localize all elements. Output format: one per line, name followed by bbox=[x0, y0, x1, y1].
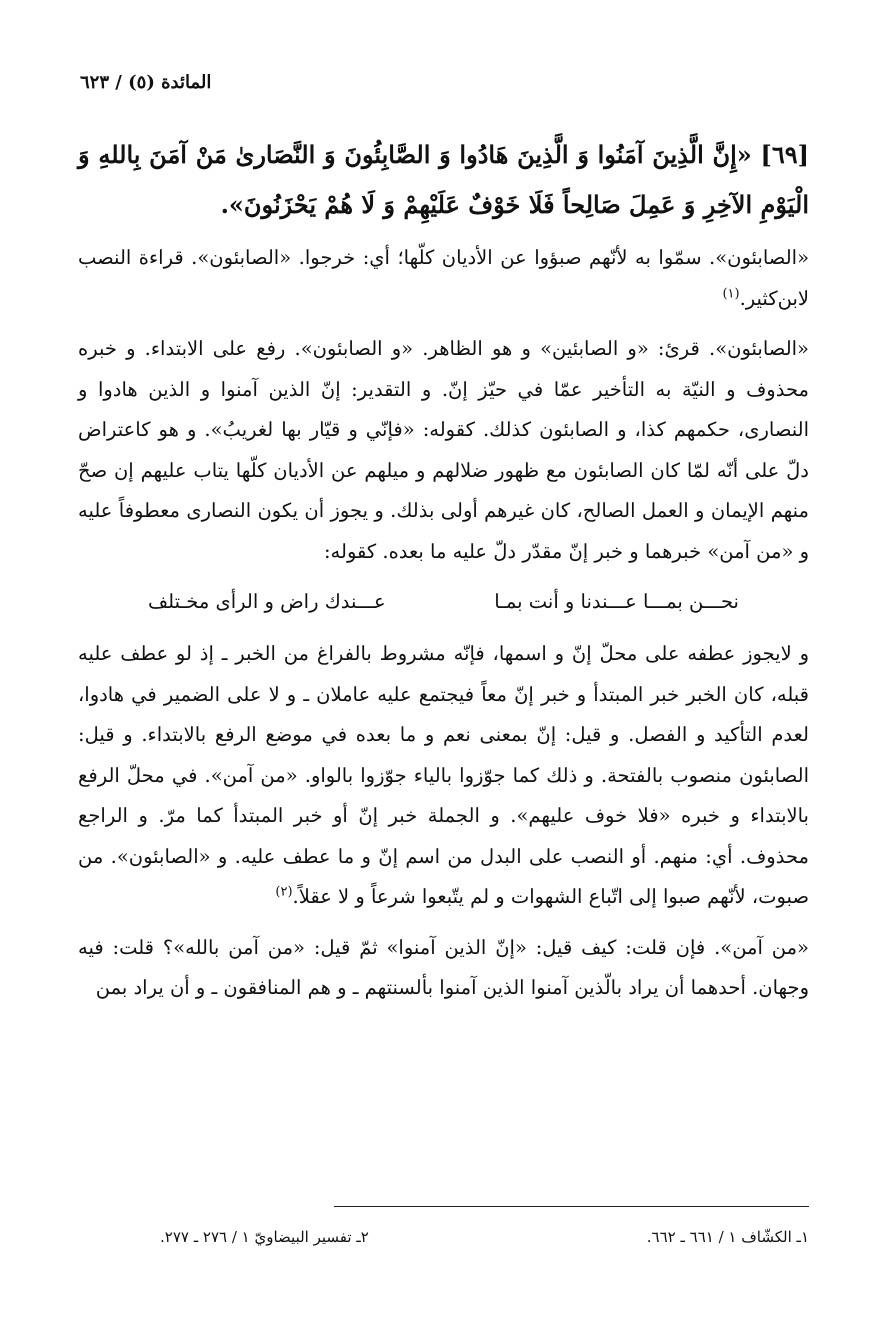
footnote-1: ١ـ الكشّاف ١ / ٦٦١ ـ ٦٦٢. bbox=[646, 1228, 809, 1246]
paragraph-text: «من آمن». فإن قلت: كيف قيل: «إنّ الذين آمنوا» ثمّ قيل: «من آمن بالله»؟ قلت: فيه وجهان. أحدهما أن يراد بالّذين آمنوا الذين آمنوا بألسنتهم ـ و هم المنافقون ـ و أن يراد بمن bbox=[78, 935, 809, 999]
paragraph-text: «الصابئون». قرئ: «و الصابئين» و هو الظاهر. «و الصابئون». رفع على الابتداء. و خبره محذوف و النيّة به التأخير عمّا في حيّز إنّ. و التقدير: إنّ الذين آمنوا و الذين هادوا و النصارى، حكمهم كذا، و الصابئون كذلك. كقوله: «فإنّي و قيّار بها لغريبُ». و هو كاعتراض دلّ على أنّه لمّا كان الصابئون مع ظهور ضلالهم و ميلهم عن الأديان كلّها يتاب عليهم إن صحّ منهم الإيمان و العمل الصالح، كان غيرهم أولى بذلك. و يجوز أن يكون النصارى معطوفاً عليه و «من آمن» خبرهما و خبر إنّ مقدّر دلّ عليه ما بعده. كقوله: bbox=[78, 337, 809, 563]
poetry-verse bbox=[78, 582, 809, 622]
footnote-divider bbox=[334, 1206, 809, 1207]
poem-second-hemistich: عـــندك راض و الرأى مخـتلف bbox=[148, 590, 386, 613]
commentary-paragraph-3 bbox=[78, 634, 809, 918]
poem-first-hemistich: نحـــن بمـــا عـــندنا و أنت بمـا bbox=[494, 590, 739, 613]
paragraph-text: و لايجوز عطفه على محلّ إنّ و اسمها، فإنّه مشروط بالفراغ من الخبر ـ إذ لو عطف عليه قبله، كان الخبر خبر المبتدأ و خبر إنّ معاً فيجتمع عليه عاملان ـ و لا على الضمير في هادوا، لعدم التأكيد و الفصل. و قيل: إنّ بمعنى نعم و ما بعده في موضع الرفع بالابتداء. و قيل: الصابئون منصوب بالفتحة. و ذلك كما جوّزوا بالياء جوّزوا بالواو. «من آمن». في محلّ الرفع بالابتداء و خبره «فلا خوف عليهم». و الجملة خبر إنّ أو خبر المبتدأ كما مرّ. و الراجع محذوف. أي: منهم. أو النصب على البدل من اسم إنّ و ما عطف عليه. و «الصابئون». من صبوت، لأنّهم صبوا إلى اتّباع الشهوات و لم يتّبعوا شرعاً و لا عقلاً. bbox=[78, 642, 809, 908]
commentary-paragraph-1 bbox=[78, 238, 809, 319]
footnote-2: ٢ـ تفسير البيضاويّ ١ / ٢٧٦ ـ ٢٧٧. bbox=[160, 1228, 369, 1246]
commentary-paragraph-4 bbox=[78, 928, 809, 1009]
footnotes bbox=[160, 1225, 809, 1249]
paragraph-text: «الصابئون». سمّوا به لأنّهم صبؤوا عن الأديان كلّها؛ أي: خرجوا. «الصابئون». قراءة النصب لابن‌كثير. bbox=[78, 246, 809, 310]
quran-verse: [٦٩] «إِنَّ الَّذِينَ آمَنُوا وَ الَّذِينَ هَادُوا وَ الصَّابِئُونَ وَ النَّصَارىٰ مَنْ آمَنَ بِاللهِ وَ الْيَوْمِ الآخِرِ وَ عَمِلَ صَالِحاً فَلَا خَوْفٌ عَلَيْهِمْ وَ لَا هُمْ يَحْزَنُونَ». bbox=[78, 140, 809, 219]
footnote-ref-1: (١) bbox=[722, 286, 740, 301]
footnote-ref-2: (٢) bbox=[275, 884, 293, 900]
main-text bbox=[78, 130, 809, 1019]
commentary-paragraph-2 bbox=[78, 329, 809, 572]
running-header: المائدة (٥) / ٦٢٣ bbox=[80, 72, 212, 93]
